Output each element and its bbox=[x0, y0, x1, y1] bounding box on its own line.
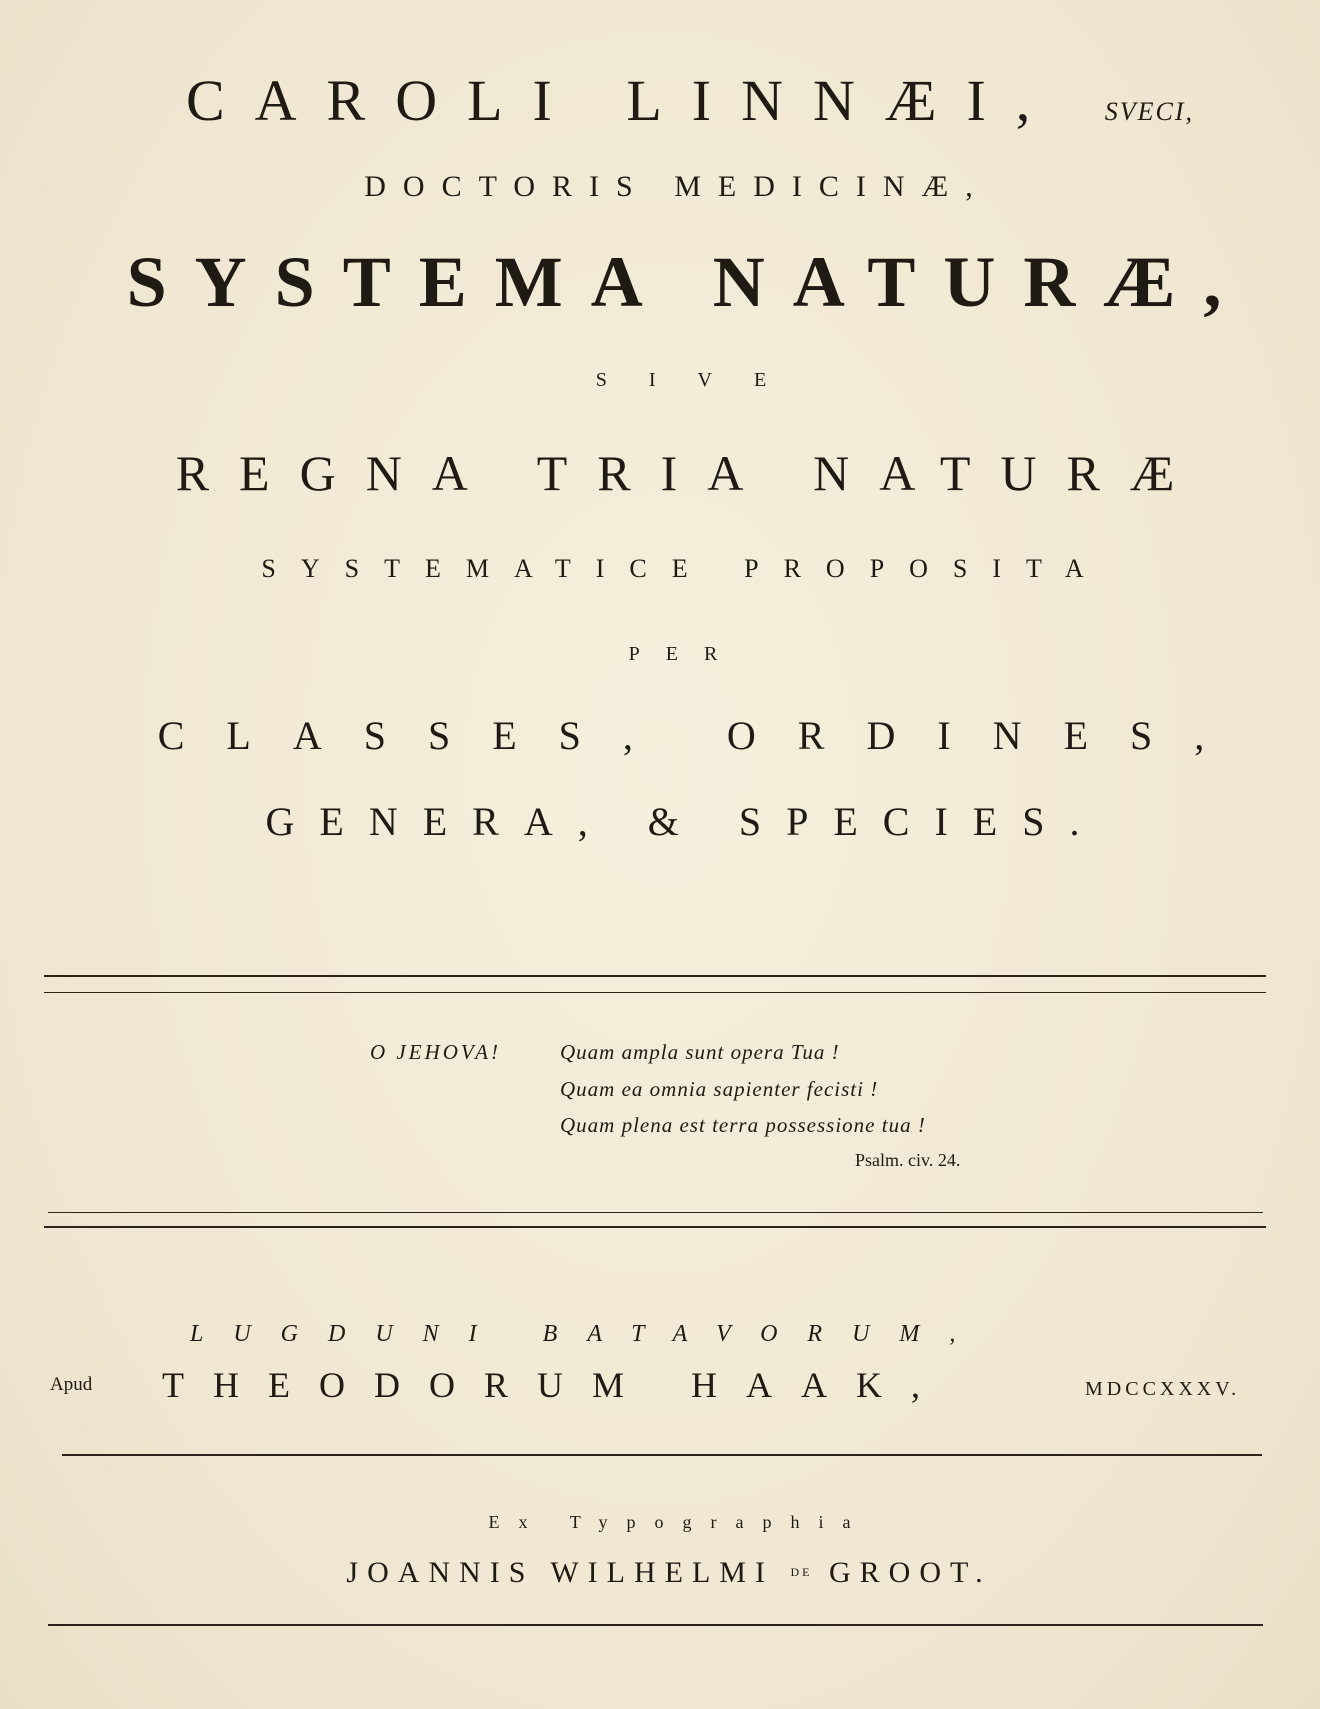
rule-top-2 bbox=[44, 992, 1266, 993]
subtitle-line: REGNA TRIA NATURÆ bbox=[175, 445, 1205, 501]
printer-name-main: JOANNIS WILHELMI bbox=[346, 1556, 774, 1589]
motto-lead: O JEHOVA! bbox=[370, 1040, 501, 1064]
imprint-place: LUGDUNI BATAVORUM, bbox=[190, 1321, 986, 1347]
degree-line: DOCTORIS MEDICINÆ, bbox=[364, 170, 990, 203]
classes-line: CLASSES, ORDINES, bbox=[157, 713, 1247, 758]
printer-ex-line: Ex Typographia bbox=[488, 1512, 870, 1532]
author-name: CAROLI LINNÆI, bbox=[185, 68, 1061, 133]
genera-line: GENERA, & SPECIES. bbox=[265, 799, 1105, 844]
rule-lower bbox=[62, 1454, 1262, 1456]
printer-name-line bbox=[0, 1558, 1320, 1588]
sive-line: SIVE bbox=[595, 369, 809, 391]
author-line bbox=[0, 68, 1320, 133]
author-suffix: SVECI, bbox=[1104, 97, 1195, 126]
rule-bottom bbox=[48, 1624, 1263, 1626]
rule-mid-1 bbox=[48, 1212, 1263, 1213]
printer-name-end: GROOT. bbox=[828, 1556, 992, 1589]
imprint-year: MDCCXXXV. bbox=[1085, 1378, 1241, 1400]
work-title: SYSTEMA NATURÆ, bbox=[126, 242, 1250, 322]
subtitle2-line: SYSTEMATICE PROPOSITA bbox=[261, 554, 1109, 583]
motto-line-3: Quam plena est terra possessione tua ! bbox=[560, 1113, 926, 1137]
imprint-publisher: THEODORUM HAAK, bbox=[162, 1365, 949, 1405]
imprint-apud: Apud bbox=[50, 1374, 93, 1395]
rule-mid-2 bbox=[44, 1226, 1266, 1228]
motto-line-2: Quam ea omnia sapienter fecisti ! bbox=[560, 1077, 879, 1101]
per-line: PER bbox=[628, 643, 744, 665]
motto-reference: Psalm. civ. 24. bbox=[855, 1150, 961, 1170]
motto-line-1: Quam ampla sunt opera Tua ! bbox=[560, 1040, 840, 1064]
rule-top-1 bbox=[44, 975, 1266, 977]
printer-name-de: DE bbox=[790, 1565, 813, 1579]
